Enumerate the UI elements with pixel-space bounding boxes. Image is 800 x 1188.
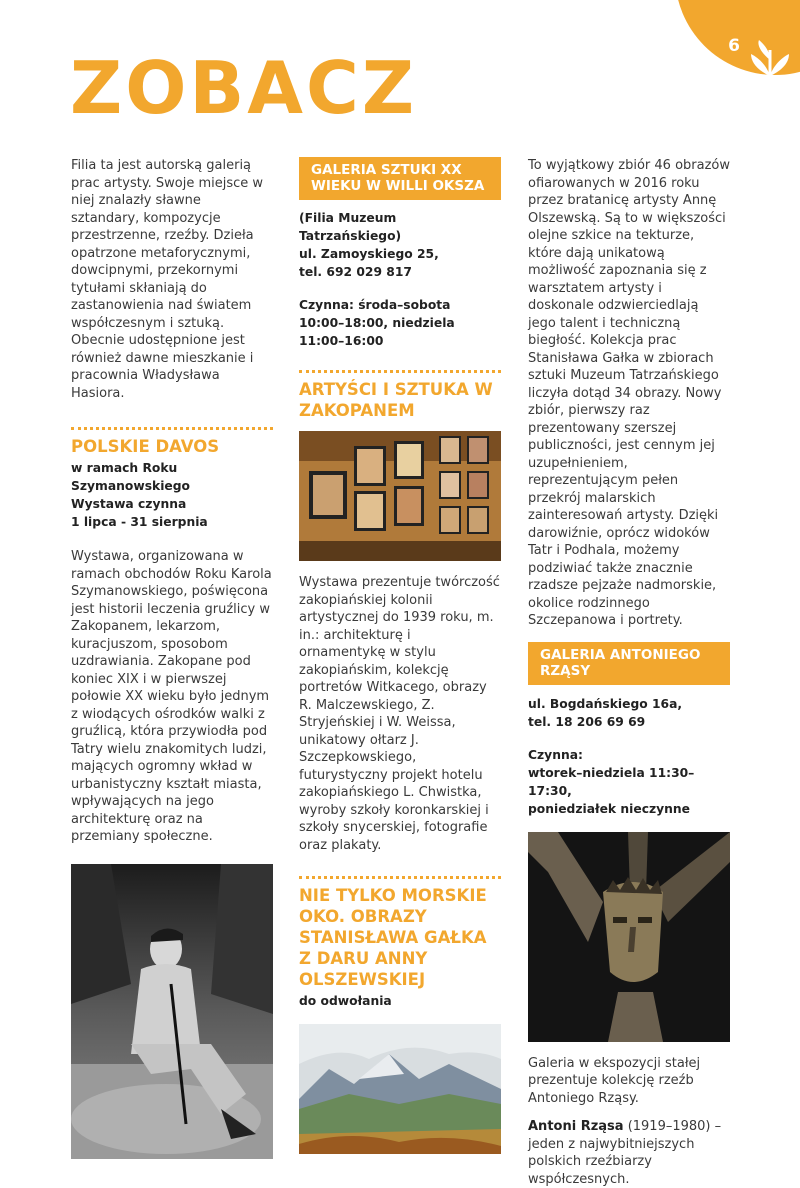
section-title-polskie-davos: POLSKIE DAVOS [71, 437, 220, 456]
exhibition-status: Wystawa czynna [71, 497, 187, 511]
column-left [71, 157, 273, 1159]
section-title-nie-tylko-morskie-oko: NIE TYLKO MORSKIE OKO. OBRAZY STANISŁAWA GAŁKA Z DARU ANNY OLSZEWSKIEJ [299, 886, 487, 989]
column-middle [299, 157, 501, 1154]
artysci-text: Wystawa prezentuje twórczość zakopiańskiej kolonii artystycznej do 1939 roku, m. in.: architekturę i ornamentykę w stylu zakopiańskim, kolekcję portretów Witkacego, obrazy R. Malczewskiego, Z. Stryjeńskiej i W. Weissa, unikatowy ołtarz J. Szczepkowskiego, futurystyczny projekt hotelu zakopiańskiego L. Chwistka, wyroby szkoły koronkarskiej i szkoły snycerskiej, fotografie oraz plakaty. [299, 575, 500, 853]
mountain-painting-photo [299, 1024, 501, 1154]
rzasa-bio-text: (1919–1980) – jeden z najwybitniejszych polskich rzeźbiarzy współczesnych. [528, 1119, 722, 1187]
galek-duration: do odwołania [299, 994, 392, 1008]
oksza-hours-label: Czynna: środa–sobota [299, 298, 451, 312]
dotted-divider [71, 427, 273, 430]
page-title: ZOBACZ [70, 46, 418, 130]
rzasa-hours-2: poniedziałek nieczynne [528, 801, 691, 816]
column-right [528, 157, 730, 1188]
oksza-phone: tel. 692 029 817 [299, 265, 412, 279]
rzasa-address: ul. Bogdańskiego 16a, [528, 696, 683, 711]
historic-portrait-photo [71, 864, 273, 1159]
wheat-leaf-icon [745, 40, 795, 110]
oksza-branch: (Filia Muzeum Tatrzańskiego) [299, 211, 402, 243]
sculpture-photo [528, 832, 730, 1042]
rzasa-hours-label: Czynna: [528, 747, 583, 762]
rzasa-hours-1: wtorek–niedziela 11:30–17:30, [528, 765, 695, 798]
rzasa-caption: Galeria w ekspozycji stałej prezentuje kolekcję rzeźb Antoniego Rząsy. [528, 1055, 701, 1106]
exhibition-context: w ramach Roku Szymanowskiego [71, 461, 191, 493]
dotted-divider [299, 370, 501, 373]
dotted-divider [299, 876, 501, 879]
polskie-davos-text: Wystawa, organizowana w ramach obchodów Roku Karola Szymanowskiego, poświęcona jest historii leczenia gruźlicy w Zakopanem, lekarzom, kuracjuszom, sposobom uzdrawiania. Zakopane pod koniec XIX i w pierwszej połowie XX wieku było jednym z wiodących ośrodków walki z gruźlicą, która przywiodła pod Tatry wielu znakomitych ludzi, mających ogromny wkład w urbanistyczny kształt miasta, wpływających na jego architekturę oraz na przemiany społeczne. [71, 549, 272, 844]
galek-collection-text: To wyjątkowy zbiór 46 obrazów ofiarowanych w 2016 roku przez bratanicę artysty Annę Olszewską. Są to w większości olejne szkice na tekturze, które dają unikatową możliwość zapoznania się z warsztatem artysty i doskonale odzwierciedlają jego talent i techniczną biegłość. Kolekcja prac Stanisława Gałka w zbiorach sztuki Muzeum Tatrzańskiego liczyła dotąd 34 obrazy. Nowy zbiór, pierwszy raz prezentowany szerszej publiczności, jest cennym jej uzupełnieniem, reprezentującym pełen przekrój malarskich zainteresowań artysty. Dzięki darowiźnie, oprócz widoków Tatr i Podhala, możemy podziwiać także znacznie rzadsze pejzaże nadmorskie, okolice rodzinnego Szczepanowa i portrety. [528, 158, 731, 628]
exhibition-dates: 1 lipca - 31 sierpnia [71, 515, 208, 529]
section-title-artysci: ARTYŚCI I SZTUKA W ZAKOPANEM [299, 380, 493, 420]
rzasa-phone: tel. 18 206 69 69 [528, 714, 646, 729]
gallery-interior-photo [299, 431, 501, 561]
rzasa-bio-name: Antoni Rząsa [528, 1119, 624, 1134]
box-title-galeria-rzasy: GALERIA ANTONIEGO RZĄSY [528, 642, 730, 685]
oksza-hours: 10:00–18:00, niedziela 11:00–16:00 [299, 316, 455, 348]
oksza-address: ul. Zamoyskiego 25, [299, 247, 439, 261]
hasior-intro-text: Filia ta jest autorską galerią prac artysty. Swoje miejsce w niej znalazły sławne sztandary, kompozycje przestrzenne, rzeźby. Dzieła opatrzone metaforycznymi, dowcipnymi, przekornymi tytułami skłaniają do zastanowienia nad światem współczesnym i sztuką. Obecnie udostępnione jest również dawne mieszkanie i pracownia Władysława Hasiora. [71, 158, 264, 401]
page-number: 6 [728, 36, 740, 56]
box-title-galeria-oksza: GALERIA SZTUKI XX WIEKU W WILLI OKSZA [299, 157, 501, 200]
